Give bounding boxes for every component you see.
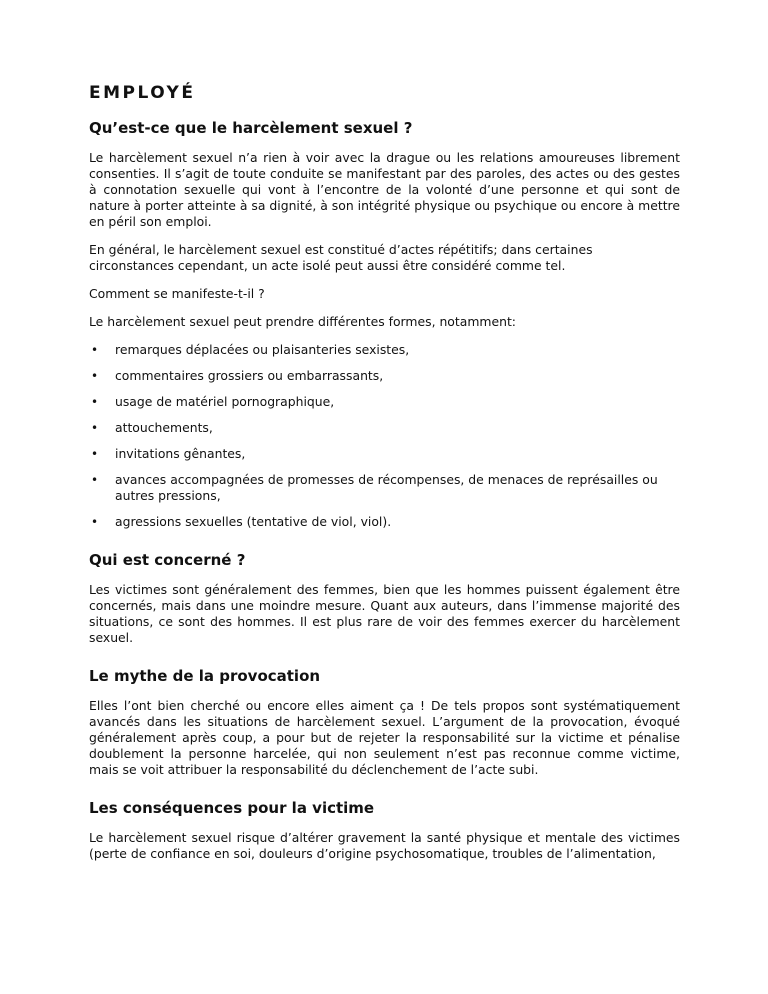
list-item: • commentaires grossiers ou embarrassants, bbox=[91, 368, 384, 383]
paragraph-provocation: Elles l’ont bien cherché ou encore elles aiment ça ! De tels propos sont systématiquement avancés dans les situations de harcèlement sexuel. L’argument de la provocation, évoqué généralement après coup, a pour but de rejeter la responsabilité sur la victime et pénalise doublement la personne harcelée, qui non seulement n’est pas reconnue comme victime, mais se voit attribuer la responsabilité du déclenchement de l’acte subi. bbox=[89, 698, 680, 777]
heading-provocation: Le mythe de la provocation bbox=[89, 667, 321, 685]
list-item: • remarques déplacées ou plaisanteries sexistes, bbox=[91, 342, 410, 357]
paragraph-repetition: En général, le harcèlement sexuel est constitué d’actes répétitifs; dans certaines circonstances cependant, un acte isolé peut aussi être considéré comme tel. bbox=[89, 242, 593, 273]
bullet-icon: • bbox=[91, 343, 99, 357]
list-item: • avances accompagnées de promesses de récompenses, de menaces de représailles ou autres pressions, bbox=[91, 472, 658, 503]
bullet-icon: • bbox=[91, 473, 99, 487]
bullet-icon: • bbox=[91, 447, 99, 461]
forms-list bbox=[89, 342, 680, 530]
bullet-icon: • bbox=[91, 421, 99, 435]
bullet-icon: • bbox=[91, 395, 99, 409]
paragraph-definition: Le harcèlement sexuel n’a rien à voir avec la drague ou les relations amoureuses librement consenties. Il s’agit de toute conduite se manifestant par des paroles, des actes ou des gestes à connotation sexuelle qui vont à l’encontre de la volonté d’une personne et qui sont de nature à porter atteinte à sa dignité, à son intégrité physique ou psychique ou encore à mettre en péril son emploi. bbox=[89, 150, 680, 229]
bullet-icon: • bbox=[91, 515, 99, 529]
paragraph-consequences: Le harcèlement sexuel risque d’altérer gravement la santé physique et mentale des victimes (perte de confiance en soi, douleurs d’origine psychosomatique, troubles de l’alimentation, bbox=[89, 830, 680, 861]
heading-definition: Qu’est-ce que le harcèlement sexuel ? bbox=[89, 119, 413, 137]
list-item: • usage de matériel pornographique, bbox=[91, 394, 335, 409]
paragraph-concerned: Les victimes sont généralement des femmes, bien que les hommes puissent également être concernés, mais dans une moindre mesure. Quant aux auteurs, dans l’immense majorité des situations, ce sont des hommes. Il est plus rare de voir des femmes exercer du harcèlement sexuel. bbox=[89, 582, 680, 645]
document-page bbox=[89, 82, 680, 874]
list-item: • agressions sexuelles (tentative de viol, viol). bbox=[91, 514, 392, 529]
paragraph-forms-intro: Le harcèlement sexuel peut prendre différentes formes, notamment: bbox=[89, 314, 516, 329]
bullet-icon: • bbox=[91, 369, 99, 383]
list-item: • invitations gênantes, bbox=[91, 446, 246, 461]
heading-concerned: Qui est concerné ? bbox=[89, 551, 246, 569]
heading-consequences: Les conséquences pour la victime bbox=[89, 799, 375, 817]
paragraph-question: Comment se manifeste-t-il ? bbox=[89, 286, 265, 301]
document-title: EMPLOYÉ bbox=[89, 83, 196, 103]
list-item: • attouchements, bbox=[91, 420, 213, 435]
